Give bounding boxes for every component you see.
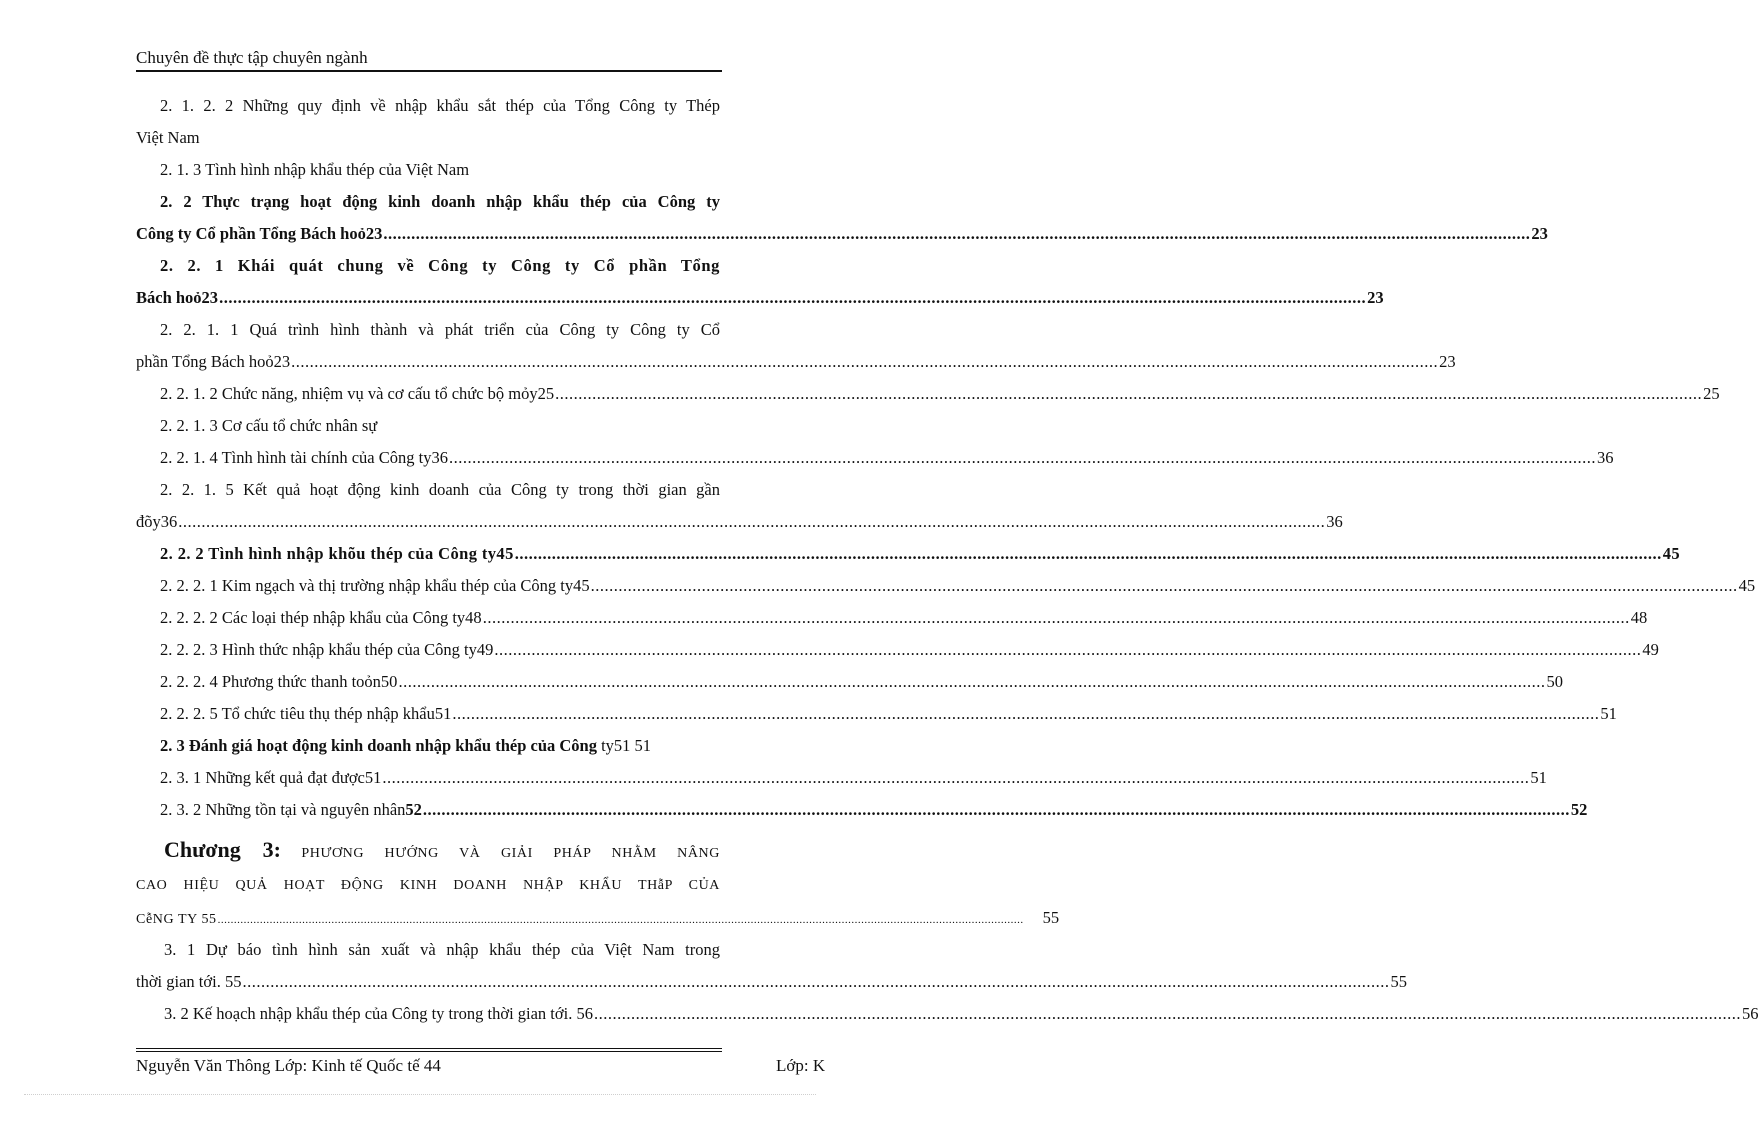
toc-entry[interactable] xyxy=(160,570,1756,602)
page-header: Chuyên đề thực tập chuyên ngành xyxy=(136,48,722,72)
dot-leader xyxy=(452,698,1599,730)
footer-class: Lớp: K xyxy=(776,1056,826,1075)
toc-text: Bách hoỏ23 xyxy=(136,288,219,307)
toc-text: CễNG TY 55 xyxy=(136,912,217,927)
page-number: 25 xyxy=(1703,384,1720,403)
toc-entry[interactable] xyxy=(160,634,1659,666)
toc-text: 3. 2 Kế hoạch nhập khẩu thép của Công ty trong thời gian tới. 56 xyxy=(164,1004,593,1023)
chapter-title-cont[interactable]: CAO HIỆU QUẢ HOẠT ĐỘNG KINH DOANH NHẬP KHẨU THẫP CỦA xyxy=(136,878,720,893)
dot-leader xyxy=(291,346,1438,378)
toc-text: 2. 2. 2. 3 Hình thức nhập khẩu thép của Công ty49 xyxy=(160,640,494,659)
toc-entry[interactable]: 2. 2. 1. 1 Quá trình hình thành và phát triển của Công ty Công ty Cổ xyxy=(160,320,720,339)
dot-leader xyxy=(515,538,1662,570)
page-number: 50 xyxy=(1546,672,1563,691)
toc-entry[interactable]: 3. 1 Dự báo tình hình sản xuất và nhập khẩu thép của Việt Nam trong xyxy=(164,940,720,959)
toc-text: phần Tổng Bách hoỏ23 xyxy=(136,352,291,371)
toc-entry-section[interactable]: 2. 2. 1 Khái quát chung về Công ty Công ty Cổ phần Tổng xyxy=(160,256,720,275)
toc-entry[interactable] xyxy=(160,794,1588,826)
chapter-colon: : xyxy=(273,837,281,862)
toc-text: 2. 2. 2. 4 Phương thức thanh toỏn50 xyxy=(160,672,398,691)
page-number: 45 xyxy=(1662,544,1681,563)
toc-text: đõy36 xyxy=(136,512,178,531)
page-number: 55 xyxy=(1042,908,1060,927)
page-number: 48 xyxy=(1630,608,1648,627)
toc-entry[interactable] xyxy=(160,666,1563,698)
toc-entry-cont[interactable]: Việt Nam xyxy=(136,128,200,147)
dot-leader xyxy=(555,378,1702,410)
toc-text: 2. 3. 2 Những tồn tại và nguyên nhân xyxy=(160,800,406,819)
page-number: 36 xyxy=(1326,512,1343,531)
toc-text: 2. 2. 2. 2 Các loại thép nhập khẩu của Công ty48 xyxy=(160,608,482,627)
dot-leader xyxy=(494,634,1641,666)
chapter-heading[interactable] xyxy=(164,832,720,868)
page-number: 36 xyxy=(1596,448,1614,467)
footer-author: Nguyễn Văn Thông Lớp: Kinh tế Quốc tế 44 xyxy=(136,1056,441,1075)
toc-entry-cont[interactable] xyxy=(136,218,1548,250)
dot-leader xyxy=(382,762,1529,794)
toc-entry[interactable] xyxy=(164,998,1758,1030)
toc-entry-cont[interactable] xyxy=(136,346,1456,378)
page-number: 56 xyxy=(1741,1004,1758,1023)
dot-leader xyxy=(178,506,1325,538)
toc-entry-section[interactable] xyxy=(160,538,1681,570)
toc-entry[interactable]: 2. 2. 1. 5 Kết quả hoạt động kinh doanh của Công ty trong thời gian gần xyxy=(160,480,720,499)
page-number: 23 xyxy=(1531,224,1548,243)
page-number: 55 xyxy=(1390,972,1407,991)
chapter-label: Chương 3 xyxy=(164,837,274,862)
toc-text: 2. 3 Đánh giá hoạt động kinh doanh nhập khẩu thép của Công xyxy=(160,736,597,755)
footer-rule xyxy=(136,1048,722,1049)
page-break-line xyxy=(24,1094,816,1095)
page-number: 49 xyxy=(1642,640,1659,659)
toc-entry[interactable] xyxy=(160,378,1720,410)
dot-leader xyxy=(383,218,1530,250)
dot-leader xyxy=(423,794,1570,826)
toc-entry[interactable] xyxy=(160,762,1547,794)
toc-entry[interactable] xyxy=(160,698,1617,730)
toc-text: 2. 2. 2 Tình hình nhập khõu thép của Công ty45 xyxy=(160,544,514,563)
toc-entry[interactable]: 2. 1. 3 Tình hình nhập khẩu thép của Việt Nam xyxy=(160,160,470,179)
page-number: 45 xyxy=(1738,576,1756,595)
dot-leader xyxy=(242,966,1389,998)
dot-leader xyxy=(218,904,1024,936)
chapter-title: PHƯƠNG HƯỚNG VÀ GIẢI PHÁP NHẰM NÂNG xyxy=(280,846,720,861)
toc-entry-section[interactable] xyxy=(160,730,720,762)
toc-text: Công ty Cổ phần Tổng Bách hoỏ23 xyxy=(136,224,383,243)
toc-entry[interactable]: 2. 1. 2. 2 Những quy định về nhập khẩu sắt thép của Tổng Công ty Thép xyxy=(160,96,720,115)
dot-leader xyxy=(594,998,1741,1030)
toc-entry[interactable]: 2. 2. 1. 3 Cơ cấu tổ chức nhân sự xyxy=(160,416,378,435)
toc-entry-cont[interactable] xyxy=(136,282,1384,314)
toc-text: 2. 2. 1. 4 Tình hình tài chính của Công ty36 xyxy=(160,448,448,467)
page-number: 52 xyxy=(1570,800,1588,819)
chapter-title-cont[interactable] xyxy=(136,902,1060,934)
toc-text: 2. 2. 2. 1 Kim ngạch và thị trường nhập khẩu thép của Công ty45 xyxy=(160,576,590,595)
dot-leader xyxy=(591,570,1738,602)
page-number: 51 xyxy=(1530,768,1547,787)
dot-leader xyxy=(483,602,1630,634)
toc-text-bold: 52 xyxy=(405,800,422,819)
toc-text: 2. 2. 1. 2 Chức năng, nhiệm vụ và cơ cấu tổ chức bộ mỏy25 xyxy=(160,384,555,403)
dot-leader xyxy=(449,442,1596,474)
toc-entry[interactable] xyxy=(160,602,1648,634)
dot-leader xyxy=(219,282,1366,314)
page-number: 23 xyxy=(1439,352,1456,371)
page-number: 51 xyxy=(1600,704,1617,723)
dot-leader xyxy=(398,666,1545,698)
page-number: 23 xyxy=(1367,288,1384,307)
toc-entry-cont[interactable] xyxy=(136,966,1407,998)
toc-entry-cont[interactable] xyxy=(136,506,1343,538)
toc-text-rest: ty51 51 xyxy=(596,736,652,755)
toc-entry-section[interactable]: 2. 2 Thực trạng hoạt động kinh doanh nhập khẩu thép của Công ty xyxy=(160,192,720,211)
toc-text: 2. 2. 2. 5 Tổ chức tiêu thụ thép nhập khẩu51 xyxy=(160,704,452,723)
footer-rule xyxy=(136,1051,722,1052)
toc-text: thời gian tới. 55 xyxy=(136,972,242,991)
toc-text: 2. 3. 1 Những kết quả đạt được51 xyxy=(160,768,382,787)
toc-entry[interactable] xyxy=(160,442,1614,474)
